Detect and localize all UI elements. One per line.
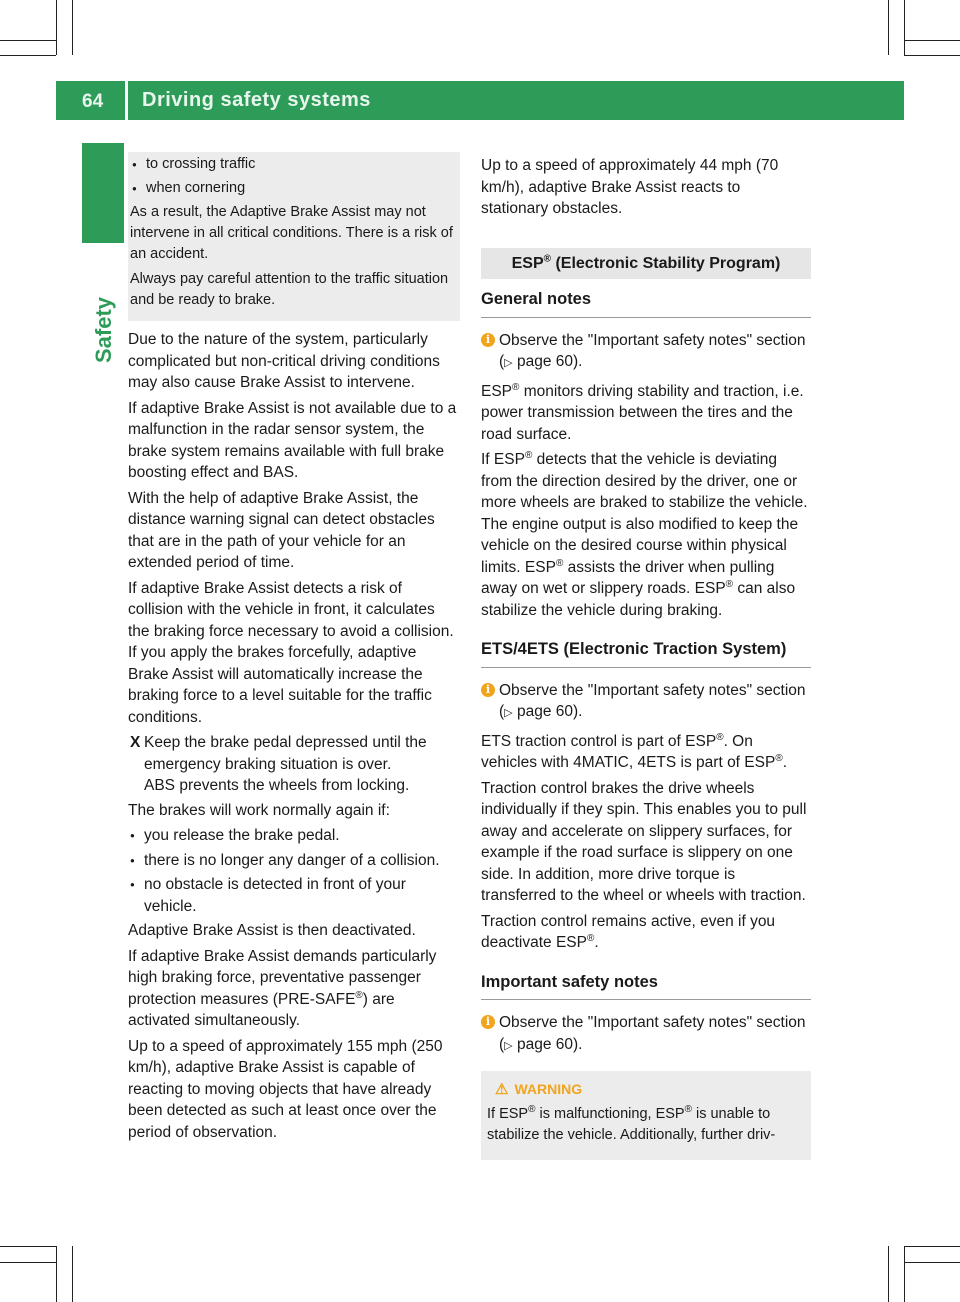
crop-mark xyxy=(0,1246,56,1247)
crop-mark xyxy=(72,1246,73,1302)
crop-mark xyxy=(904,1262,960,1263)
paragraph: ESP® monitors driving stability and traction, i.e. power transmission between the tires and the road surface. xyxy=(481,381,804,443)
page-reference-link[interactable]: page 60). xyxy=(516,1035,583,1053)
bullet-icon: ● xyxy=(130,831,135,840)
paragraph: Up to a speed of approximately 44 mph (70 km/h), adaptive Brake Assist reacts to stationary obstacles. xyxy=(481,157,779,217)
crop-mark xyxy=(72,0,73,55)
paragraph: With the help of adaptive Brake Assist, the distance warning signal can detect obstacles that are in the path of your vehicle for an extended period of time. xyxy=(128,489,435,571)
right-column xyxy=(481,155,811,1160)
crop-mark xyxy=(0,40,56,41)
info-note: i Observe the "Important safety notes" section (▷ page 60). xyxy=(481,680,811,725)
warning-box xyxy=(481,1071,811,1160)
paragraph: If adaptive Brake Assist detects a risk of collision with the vehicle in front, it calculates the braking force necessary to avoid a collision. If you apply the brakes forcefully, adaptive Brake Assist will automatically increase the braking force to a level suitable for the traffic conditions. xyxy=(128,579,454,726)
list-item: ● when cornering xyxy=(130,178,458,199)
crop-mark xyxy=(56,1246,57,1302)
paragraph: Up to a speed of approximately 155 mph (250 km/h), adaptive Brake Assist is capable of reacting to moving objects that have already been detected as such at least once over the period of observation. xyxy=(128,1037,443,1141)
instruction-step: X Keep the brake pedal depressed until the emergency braking situation is over. ABS prevents the wheels from locking. xyxy=(130,734,427,794)
info-icon: i xyxy=(481,333,495,347)
list-item: ● no obstacle is detected in front of your vehicle. xyxy=(130,876,406,915)
paragraph: The brakes will work normally again if: xyxy=(128,801,390,819)
section-heading: ESP® (Electronic Stability Program) xyxy=(481,248,811,280)
paragraph: As a result, the Adaptive Brake Assist may not intervene in all critical conditions. There is a risk of an accident. xyxy=(130,204,453,262)
step-arrow-icon: X xyxy=(130,734,141,751)
subsection-heading: General notes xyxy=(481,289,811,318)
subsection-heading: ETS/4ETS (Electronic Traction System) xyxy=(481,639,811,668)
info-icon: i xyxy=(481,1015,495,1029)
page-title: Driving safety systems xyxy=(142,89,371,111)
crop-mark xyxy=(904,1246,960,1247)
paragraph: If ESP® detects that the vehicle is deviating from the direction desired by the driver, one or more wheels are braked to stabilize the vehicle. The engine output is also modified to keep the vehicle on the desired course within physical limits. ESP® assists the driver when pulling away on wet or slippery roads. ESP® can also stabilize the vehicle during braking. xyxy=(481,449,808,619)
page-reference-icon[interactable]: ▷ xyxy=(504,707,513,719)
list-item: ● you release the brake pedal. xyxy=(128,825,460,847)
warning-icon: ⚠ xyxy=(495,1081,509,1098)
paragraph: If adaptive Brake Assist is not available due to a malfunction in the radar sensor system, the brake system remains available with full brake boosting effect and BAS. xyxy=(128,399,457,481)
crop-mark xyxy=(904,1246,905,1302)
subsection-heading: Important safety notes xyxy=(481,972,811,1001)
warning-continuation-box xyxy=(128,152,460,321)
crop-mark xyxy=(904,55,960,56)
paragraph: If adaptive Brake Assist demands particularly high braking force, preventative passenger protection measures (PRE-SAFE®) are activated simultaneously. xyxy=(128,947,437,1029)
crop-mark xyxy=(56,0,57,55)
section-tab xyxy=(82,143,124,243)
left-column xyxy=(128,155,460,1147)
list-item: ● there is no longer any danger of a collision. xyxy=(128,850,460,872)
bullet-icon: ● xyxy=(130,855,135,865)
crop-mark xyxy=(904,40,960,41)
page-reference-link[interactable]: page 60). xyxy=(516,703,583,720)
header-divider xyxy=(125,55,128,120)
section-tab-label: Safety xyxy=(91,296,116,363)
list-item: ● to crossing traffic xyxy=(130,154,458,175)
paragraph: If ESP® is malfunctioning, ESP® is unable to stabilize the vehicle. Additionally, further driv- xyxy=(487,1103,776,1143)
paragraph: Adaptive Brake Assist is then deactivated. xyxy=(128,922,416,939)
page-reference-icon[interactable]: ▷ xyxy=(504,1039,513,1052)
crop-mark xyxy=(904,0,905,55)
info-note: i Observe the "Important safety notes" section (▷ page 60). xyxy=(481,330,811,375)
info-note: i Observe the "Important safety notes" section (▷ page 60). xyxy=(481,1012,811,1057)
info-icon: i xyxy=(481,683,495,697)
page-reference-link[interactable]: page 60). xyxy=(516,353,583,370)
paragraph: Always pay careful attention to the traffic situation and be ready to brake. xyxy=(130,271,449,308)
paragraph: Due to the nature of the system, particularly complicated but non-critical driving conditions may also cause Brake Assist to intervene. xyxy=(128,331,440,391)
crop-mark xyxy=(888,0,889,55)
bullet-icon: ● xyxy=(132,184,137,193)
crop-mark xyxy=(0,1262,56,1263)
page-number: 64 xyxy=(82,91,104,112)
paragraph: Traction control remains active, even if you deactivate ESP®. xyxy=(481,912,776,951)
paragraph: Traction control brakes the drive wheels individually if they spin. This enables you to pull away and accelerate on slippery surfaces, for example if the road surface is slippery on one side. In addition, more drive torque is transferred to the wheel or wheels with traction. xyxy=(481,779,807,904)
bullet-icon: ● xyxy=(130,880,135,889)
bullet-icon: ● xyxy=(132,160,137,169)
page-reference-icon[interactable]: ▷ xyxy=(504,357,513,369)
warning-title: ⚠ WARNING xyxy=(495,1081,583,1098)
paragraph: ETS traction control is part of ESP®. On vehicles with 4MATIC, 4ETS is part of ESP®. xyxy=(481,731,787,771)
crop-mark xyxy=(0,55,56,56)
crop-mark xyxy=(888,1246,889,1302)
